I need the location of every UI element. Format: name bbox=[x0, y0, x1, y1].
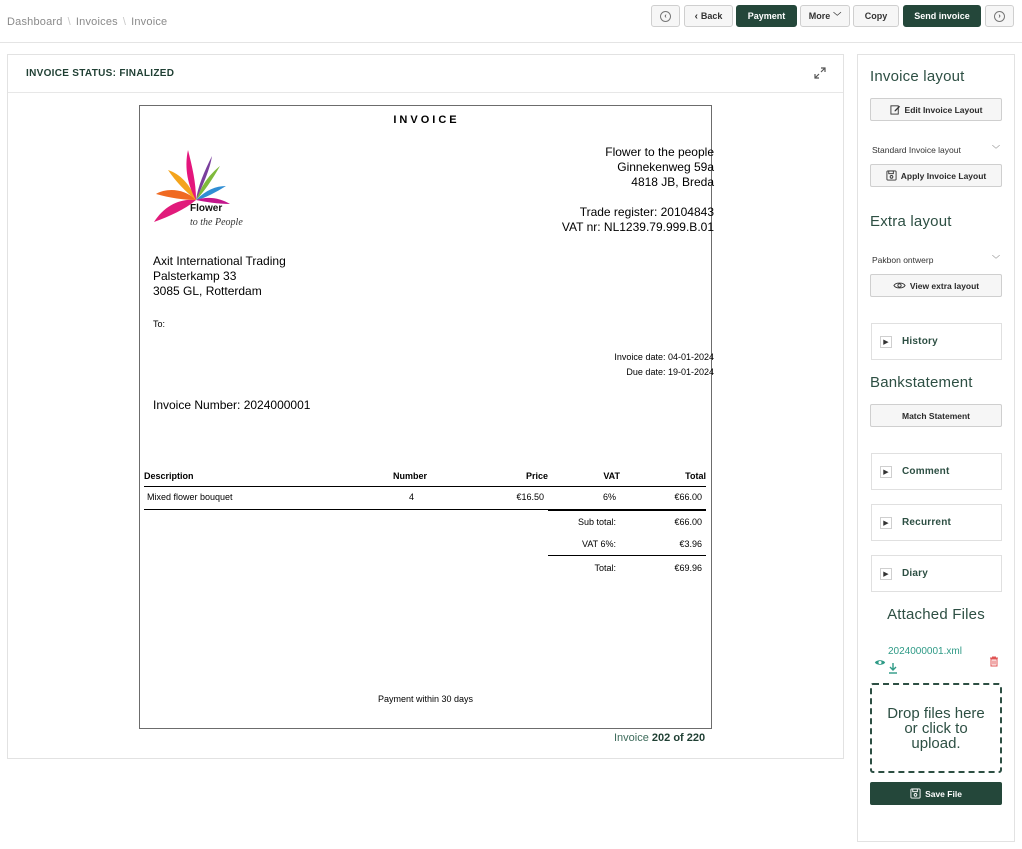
file-view-icon[interactable] bbox=[874, 654, 886, 672]
subtotal-value: €66.00 bbox=[674, 517, 702, 527]
table-header-divider bbox=[144, 486, 706, 487]
comment-accordion[interactable] bbox=[871, 453, 1002, 490]
chevron-down-icon: ﹀ bbox=[992, 255, 1000, 264]
column-number: Number bbox=[393, 471, 428, 481]
vat-total-label: VAT 6%: bbox=[581, 539, 616, 549]
send-invoice-button[interactable] bbox=[903, 5, 981, 27]
vat-number: VAT nr: NL1239.79.999.B.01 bbox=[561, 220, 714, 234]
payment-terms: Payment within 30 days bbox=[377, 694, 474, 704]
pager-value: 202 of 220 bbox=[651, 732, 706, 744]
subtotal-label: Sub total: bbox=[577, 517, 616, 527]
bankstatement-title: Bankstatement bbox=[870, 374, 973, 391]
invoice-pager bbox=[614, 732, 705, 744]
company-line: Ginnekenweg 59a bbox=[617, 160, 714, 174]
edit-invoice-layout-label: Edit Invoice Layout bbox=[904, 104, 983, 115]
customer-line: Axit International Trading bbox=[153, 254, 286, 268]
back-label: Back bbox=[700, 11, 723, 21]
attached-files-title: Attached Files bbox=[887, 606, 985, 623]
row-vat: 6% bbox=[602, 492, 616, 502]
chevron-down-icon: ﹀ bbox=[992, 145, 1000, 154]
invoice-date: Invoice date: 04-01-2024 bbox=[614, 352, 714, 362]
expand-icon[interactable] bbox=[814, 67, 826, 82]
extra-layout-title: Extra layout bbox=[870, 213, 952, 230]
invoice-layout-select[interactable] bbox=[872, 144, 1000, 155]
invoice-layout-select-value: Standard Invoice layout bbox=[872, 144, 961, 155]
customer-line: 3085 GL, Rotterdam bbox=[153, 284, 262, 298]
triangle-right-icon: ▶ bbox=[880, 336, 892, 348]
top-bar bbox=[0, 0, 1022, 43]
total-label: Total: bbox=[594, 563, 616, 573]
company-register bbox=[440, 205, 714, 235]
download-icon[interactable] bbox=[888, 661, 898, 679]
view-extra-layout-label: View extra layout bbox=[909, 280, 980, 291]
apply-invoice-layout-label: Apply Invoice Layout bbox=[900, 170, 987, 181]
breadcrumb bbox=[7, 16, 167, 28]
logo-text-tagline: to the People bbox=[190, 217, 243, 228]
recurrent-accordion[interactable] bbox=[871, 504, 1002, 541]
history-label: History bbox=[902, 336, 938, 347]
copy-button[interactable] bbox=[853, 5, 899, 27]
sidebar bbox=[857, 54, 1015, 842]
copy-label: Copy bbox=[864, 11, 888, 21]
trade-register: Trade register: 20104843 bbox=[579, 205, 714, 219]
invoice-title: INVOICE bbox=[393, 114, 460, 126]
chevron-right-circle-icon: › bbox=[994, 11, 1005, 22]
save-file-button[interactable] bbox=[870, 782, 1002, 805]
edit-icon bbox=[890, 104, 901, 115]
row-price: €16.50 bbox=[516, 492, 544, 502]
more-label: More bbox=[808, 11, 831, 21]
delete-file-icon[interactable] bbox=[989, 654, 999, 672]
due-date: Due date: 19-01-2024 bbox=[626, 367, 714, 377]
company-line: 4818 JB, Breda bbox=[631, 175, 714, 189]
breadcrumb-invoice: Invoice bbox=[131, 16, 168, 28]
column-description: Description bbox=[144, 471, 194, 481]
attached-file-link[interactable]: 2024000001.xml bbox=[888, 646, 962, 657]
extra-layout-select[interactable] bbox=[872, 254, 1000, 265]
view-extra-layout-button[interactable] bbox=[870, 274, 1002, 297]
triangle-right-icon: ▶ bbox=[880, 466, 892, 478]
to-label: To: bbox=[153, 319, 166, 329]
column-total: Total bbox=[685, 471, 706, 481]
back-button[interactable] bbox=[684, 5, 733, 27]
file-dropzone[interactable] bbox=[870, 683, 1002, 773]
diary-label: Diary bbox=[902, 568, 929, 579]
invoice-layout-title: Invoice layout bbox=[870, 68, 965, 85]
edit-invoice-layout-button[interactable] bbox=[870, 98, 1002, 121]
logo-text-flower: Flower bbox=[190, 203, 223, 214]
payment-button[interactable] bbox=[736, 5, 797, 27]
grand-total-divider bbox=[548, 555, 706, 556]
triangle-right-icon: ▶ bbox=[880, 517, 892, 529]
match-statement-button[interactable] bbox=[870, 404, 1002, 427]
chevron-left-circle-icon: ‹ bbox=[660, 11, 671, 22]
save-icon bbox=[886, 170, 897, 181]
comment-label: Comment bbox=[902, 466, 950, 477]
next-invoice-button[interactable] bbox=[985, 5, 1014, 27]
invoice-dates bbox=[440, 350, 714, 380]
total-value: €69.96 bbox=[674, 563, 702, 573]
totals-divider bbox=[548, 509, 706, 511]
more-dropdown-button[interactable] bbox=[800, 5, 850, 27]
column-vat: VAT bbox=[603, 471, 620, 481]
eye-icon bbox=[893, 281, 906, 290]
previous-invoice-button[interactable] bbox=[651, 5, 680, 27]
invoice-number: Invoice Number: 2024000001 bbox=[153, 398, 311, 412]
vat-total-value: €3.96 bbox=[679, 539, 702, 549]
save-icon bbox=[910, 788, 921, 799]
chevron-left-icon: ‹ bbox=[694, 10, 698, 22]
breadcrumb-dashboard[interactable]: Dashboard bbox=[7, 16, 63, 28]
invoice-panel bbox=[7, 54, 844, 759]
match-statement-label: Match Statement bbox=[901, 410, 970, 421]
row-number: 4 bbox=[409, 492, 415, 502]
company-address bbox=[440, 145, 714, 190]
row-description: Mixed flower bouquet bbox=[147, 492, 233, 502]
chevron-down-icon: ﹀ bbox=[833, 11, 842, 21]
invoice-document bbox=[139, 105, 712, 729]
breadcrumb-invoices[interactable]: Invoices bbox=[75, 16, 118, 28]
panel-header bbox=[8, 55, 843, 93]
customer-line: Palsterkamp 33 bbox=[153, 269, 237, 283]
extra-layout-select-value: Pakbon ontwerp bbox=[872, 254, 934, 265]
apply-invoice-layout-button[interactable] bbox=[870, 164, 1002, 187]
diary-accordion[interactable] bbox=[871, 555, 1002, 592]
dropzone-text: Drop files here or click to upload. bbox=[887, 704, 985, 752]
save-file-label: Save File bbox=[925, 788, 962, 799]
triangle-right-icon: ▶ bbox=[880, 568, 892, 580]
company-line: Flower to the people bbox=[605, 145, 714, 159]
breadcrumb-separator: \ bbox=[122, 16, 127, 28]
customer-address bbox=[153, 254, 286, 299]
send-invoice-label: Send invoice bbox=[914, 11, 970, 21]
table-row-divider bbox=[144, 509, 550, 510]
invoice-status: INVOICE STATUS: FINALIZED bbox=[26, 68, 175, 79]
payment-label: Payment bbox=[747, 11, 786, 21]
column-price: Price bbox=[525, 471, 548, 481]
history-accordion[interactable] bbox=[871, 323, 1002, 360]
row-total: €66.00 bbox=[674, 492, 702, 502]
recurrent-label: Recurrent bbox=[902, 517, 952, 528]
pager-prefix: Invoice bbox=[614, 732, 649, 744]
breadcrumb-separator: \ bbox=[67, 16, 71, 28]
